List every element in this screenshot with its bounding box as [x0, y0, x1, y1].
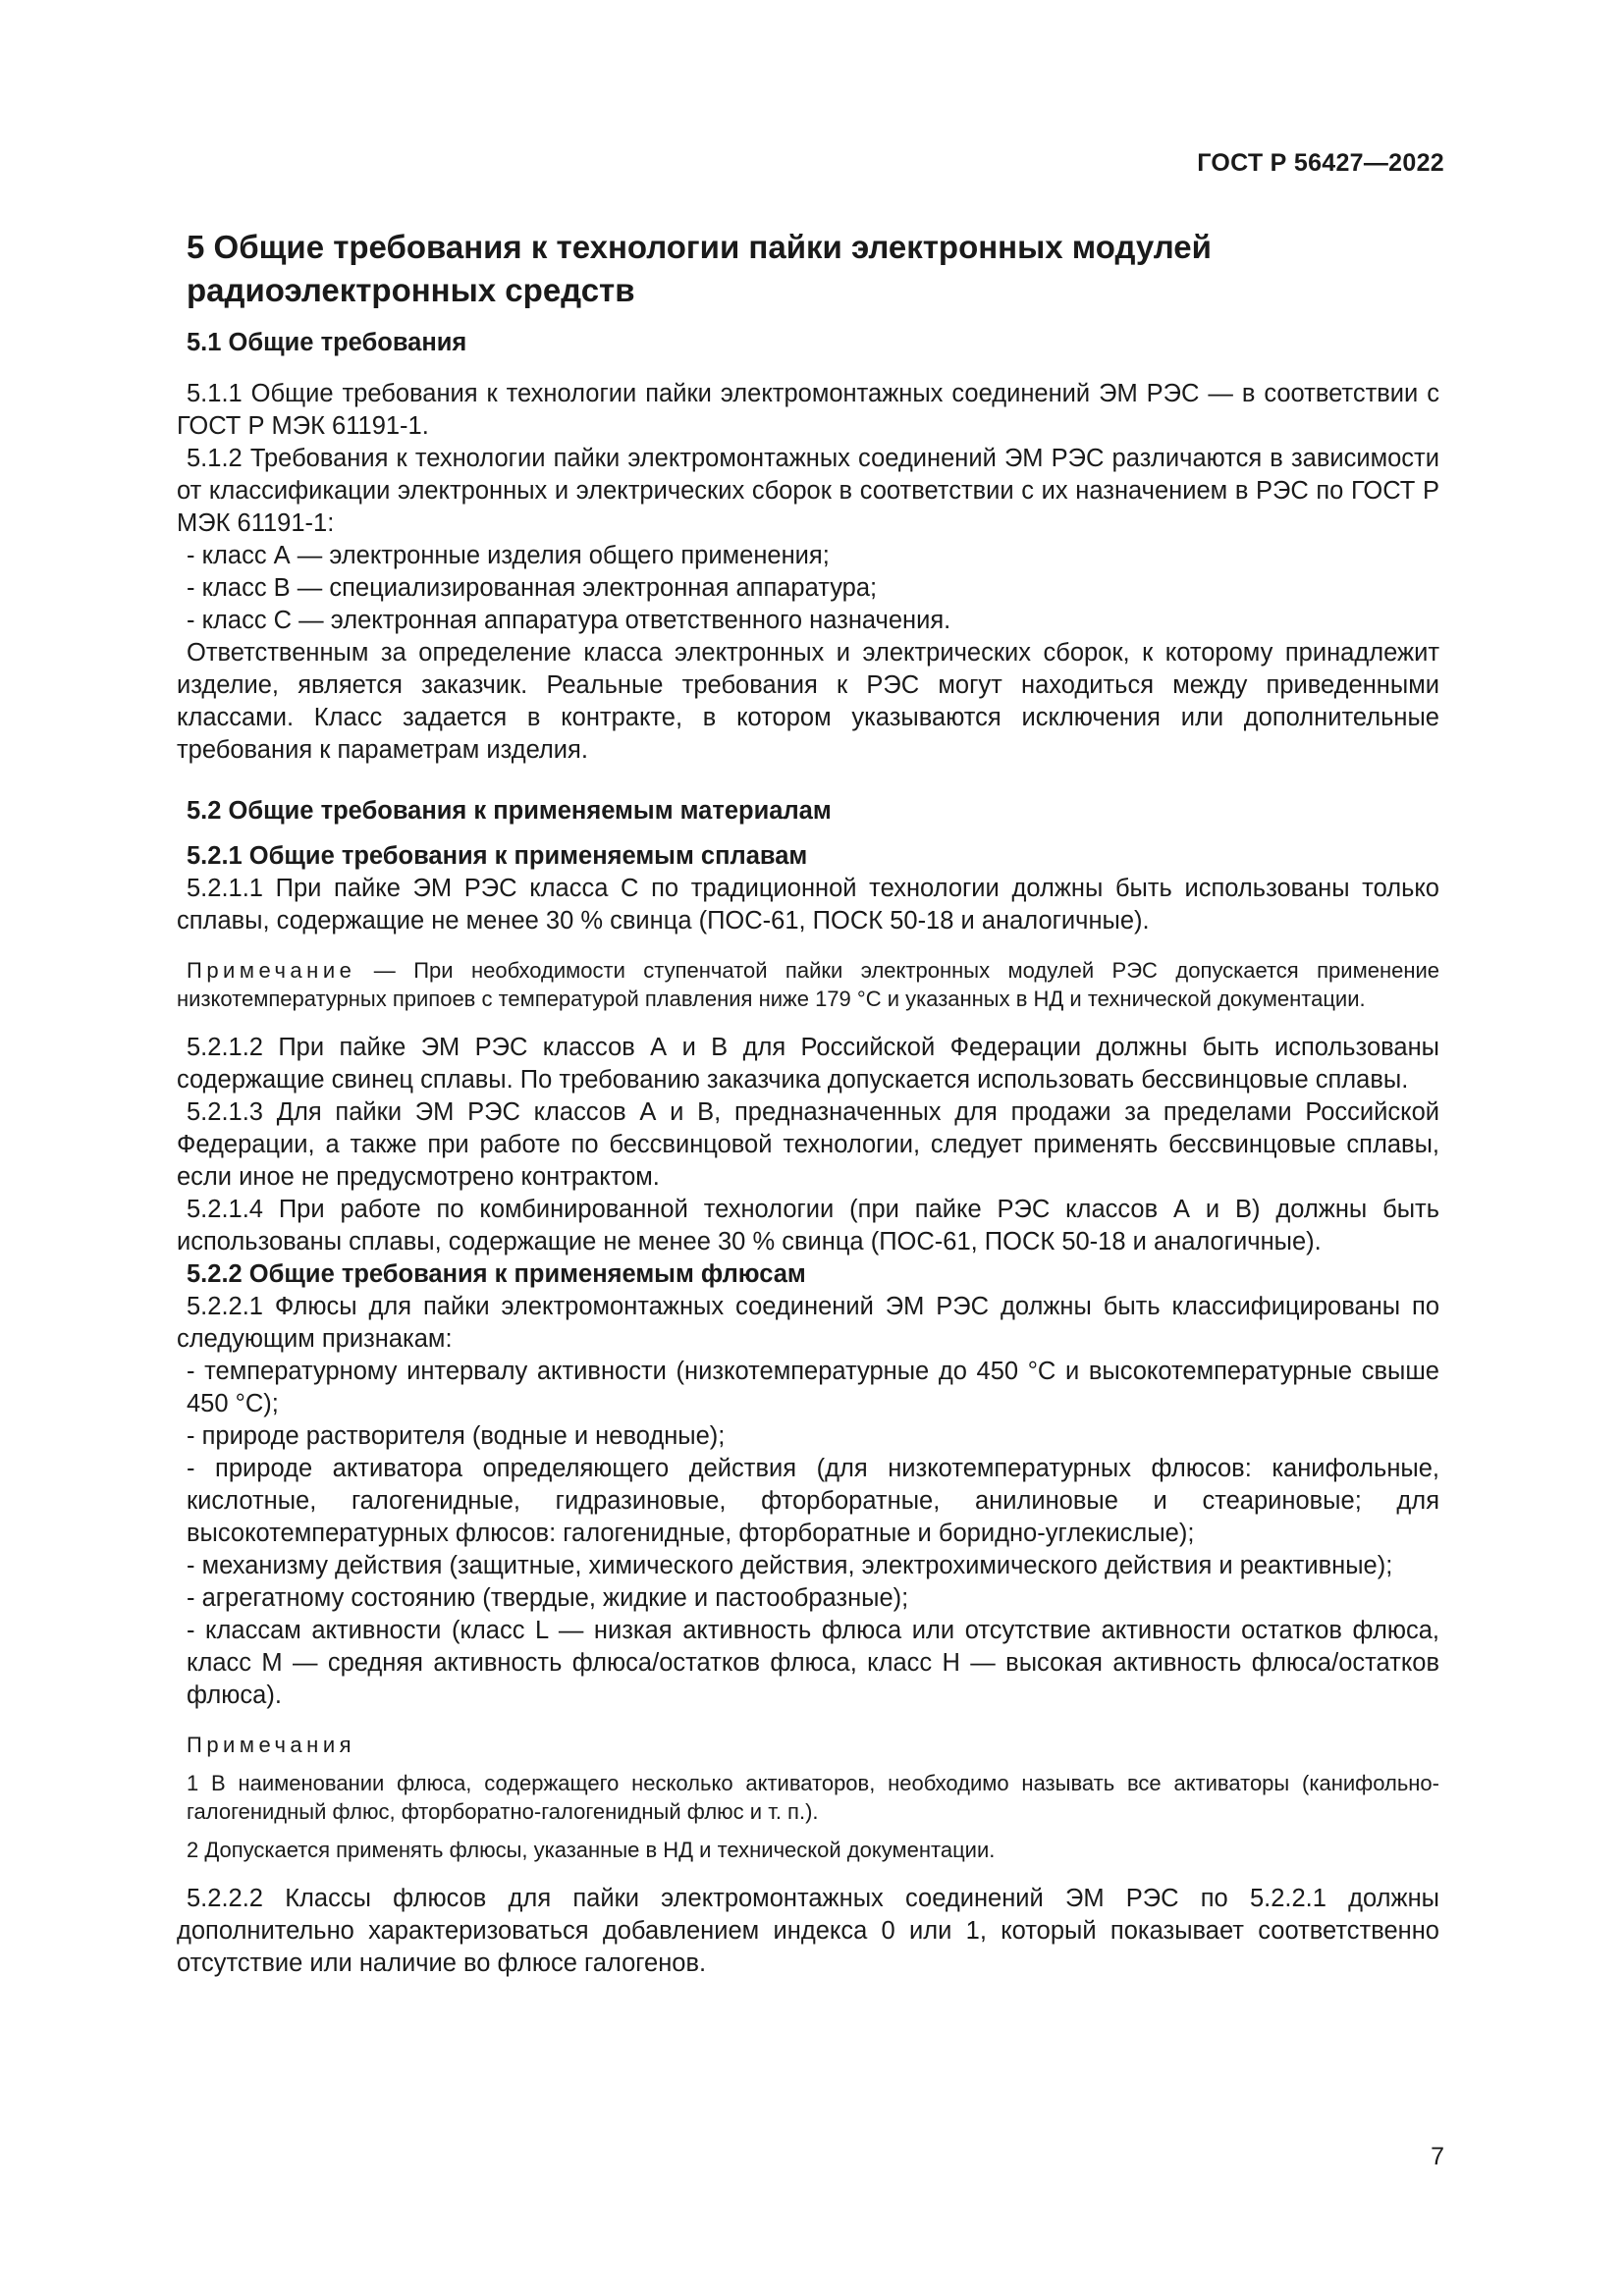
flux-list-item-temperature: - температурному интервалу активности (низкотемпературные до 450 °С и высокотемпературные свыше 450 °С);	[187, 1358, 1439, 1417]
note-text	[177, 956, 1439, 1013]
notes-block	[177, 1731, 1439, 1864]
paragraph-5-2-1-3: 5.2.1.3 Для пайки ЭМ РЭС классов А и В, предназначенных для продажи за пределами Российской Федерации, а также при работе по бессвинцовой технологии, следует применять бессвинцовые сплавы, если иное не предусмотрено контрактом.	[177, 1098, 1439, 1191]
note-body: — При необходимости ступенчатой пайки электронных модулей РЭС допускается применение низкотемпературных припоев с температурой плавления ниже 179 °С и указанных в НД и технической документации.	[177, 958, 1439, 1011]
paragraph-5-2-1-1: 5.2.1.1 При пайке ЭМ РЭС класса С по традиционной технологии должны быть использованы только сплавы, содержащие не менее 30 % свинца (ПОС-61, ПОСК 50-18 и аналогичные).	[177, 875, 1439, 934]
subsection-heading-5-2: 5.2 Общие требования к применяемым материалам	[187, 797, 832, 825]
flux-list-item-activity-class: - классам активности (класс L — низкая активность флюса или отсутствие активности остатков флюса, класс М — средняя активность флюса/остатков флюса, класс Н — высокая активность флюса/остатков флюса).	[187, 1617, 1439, 1709]
flux-list-item-state: - агрегатному состоянию (твердые, жидкие и пастообразные);	[187, 1584, 909, 1612]
notes-label: Примечания	[187, 1733, 356, 1757]
document-body	[177, 327, 1439, 1980]
paragraph-responsibility: Ответственным за определение класса электронных и электрических сборок, к которому принадлежит изделие, является заказчик. Реальные требования к РЭС могут находиться между приведенными классами. Класс задается в контракте, в котором указываются исключения или дополнительные требования к параметрам изделия.	[177, 639, 1439, 764]
subsection-heading-5-1: 5.1 Общие требования	[187, 329, 467, 356]
paragraph-5-2-2-2: 5.2.2.2 Классы флюсов для пайки электромонтажных соединений ЭМ РЭС по 5.2.2.1 должны дополнительно характеризоваться добавлением индекса 0 или 1, который показывает соответственно отсутствие или наличие во флюсе галогенов.	[177, 1885, 1439, 1977]
document-code: ГОСТ Р 56427—2022	[1197, 149, 1444, 177]
note-block	[177, 956, 1439, 1013]
note-item-2: 2 Допускается применять флюсы, указанные в НД и технической документации.	[187, 1838, 996, 1862]
paragraph-5-1-2: 5.1.2 Требования к технологии пайки электромонтажных соединений ЭМ РЭС различаются в зависимости от классификации электронных и электрических сборок в соответствии с их назначением в РЭС по ГОСТ Р МЭК 61191-1:	[177, 445, 1439, 537]
flux-list-item-activator: - природе активатора определяющего действия (для низкотемпературных флюсов: канифольные, кислотные, галогенидные, гидразиновые, фторборатные, анилиновые и стеариновые; для высокотемпературных флюсов: галогенидные, фторборатные и боридно-углекислые);	[187, 1455, 1439, 1547]
flux-list-item-solvent: - природе растворителя (водные и неводные);	[187, 1422, 726, 1450]
subsection-heading-5-2-2: 5.2.2 Общие требования к применяемым флюсам	[187, 1260, 806, 1288]
list-item-class-a: - класс А — электронные изделия общего применения;	[187, 542, 830, 569]
paragraph-5-2-2-1: 5.2.2.1 Флюсы для пайки электромонтажных соединений ЭМ РЭС должны быть классифицированы по следующим признакам:	[177, 1293, 1439, 1353]
note-label: Примечание	[187, 958, 356, 983]
paragraph-5-2-1-4: 5.2.1.4 При работе по комбинированной технологии (при пайке РЭС классов А и В) должны быть использованы сплавы, содержащие не менее 30 % свинца (ПОС-61, ПОСК 50-18 и аналогичные).	[177, 1196, 1439, 1255]
paragraph-5-1-1: 5.1.1 Общие требования к технологии пайки электромонтажных соединений ЭМ РЭС — в соответствии с ГОСТ Р МЭК 61191-1.	[177, 380, 1439, 440]
subsection-heading-5-2-1: 5.2.1 Общие требования к применяемым сплавам	[187, 842, 808, 870]
list-item-class-b: - класс В — специализированная электронная аппаратура;	[187, 574, 878, 602]
list-item-class-c: - класс С — электронная аппаратура ответственного назначения.	[187, 607, 951, 634]
paragraph-5-2-1-2: 5.2.1.2 При пайке ЭМ РЭС классов А и В для Российской Федерации должны быть использованы содержащие свинец сплавы. По требованию заказчика допускается использовать бессвинцовые сплавы.	[177, 1034, 1439, 1094]
flux-list-item-mechanism: - механизму действия (защитные, химического действия, электрохимического действия и реактивные);	[187, 1552, 1393, 1579]
note-item-1: 1 В наименовании флюса, содержащего несколько активаторов, необходимо называть все активаторы (канифольно-галогенидный флюс, фторборатно-галогенидный флюс и т. п.).	[187, 1771, 1439, 1824]
page-number: 7	[1431, 2143, 1444, 2170]
section-title: 5 Общие требования к технологии пайки электронных модулей радиоэлектронных средств	[187, 229, 1212, 308]
